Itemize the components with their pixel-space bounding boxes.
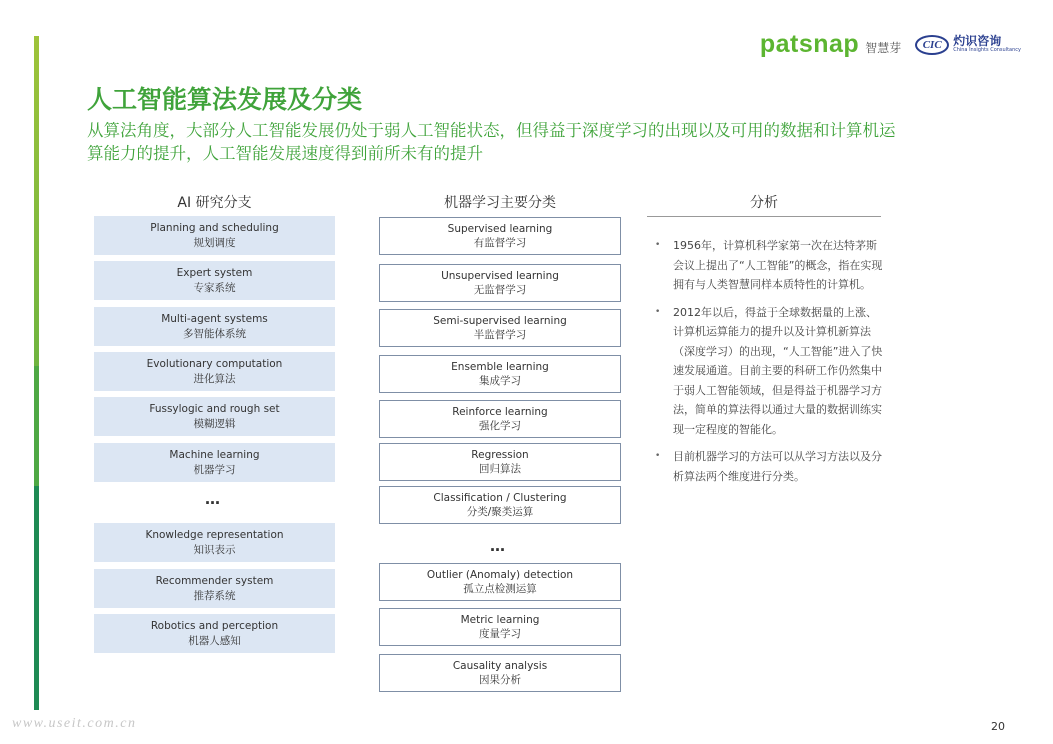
research-branch-en: Evolutionary computation [146, 357, 283, 370]
research-column-header: AI 研究分支 [177, 195, 252, 211]
research-branch-box [94, 397, 335, 436]
analysis-point: • 1956年，计算机科学家第一次在达特茅斯会议上提出了“人工智能”的概念，指在实现拥有与人类智慧同样本质特性的计算机。 [655, 236, 883, 295]
ml-category-en: Semi-supervised learning [433, 315, 567, 327]
research-branch-cn: 专家系统 [193, 281, 236, 294]
research-branch-cn: 规划调度 [193, 236, 236, 249]
ml-category-box [379, 355, 621, 393]
ml-category-box [379, 608, 621, 646]
cic-text [953, 35, 1021, 54]
ml-category-box [379, 217, 621, 255]
ml-category-cn: 回归算法 [479, 463, 521, 475]
ml-category-en: Classification / Clustering [433, 492, 567, 504]
ml-category-en: Unsupervised learning [441, 270, 559, 282]
research-branch-box [94, 443, 335, 482]
research-branch-box [94, 614, 335, 653]
accent-bar-bottom [34, 486, 39, 710]
research-branch-en: Expert system [176, 266, 253, 279]
ml-column-header: 机器学习主要分类 [444, 195, 556, 211]
ml-category-box [379, 563, 621, 601]
cic-en-name: China Insights Consultancy [953, 47, 1021, 54]
research-branch-box [94, 352, 335, 391]
analysis-list [655, 236, 883, 494]
ml-category-en: Regression [471, 449, 529, 461]
ml-category-cn: 集成学习 [479, 375, 521, 387]
patsnap-wordmark: patsnap [759, 30, 860, 58]
ml-category-cn: 强化学习 [479, 420, 521, 432]
ml-category-cn: 因果分析 [479, 674, 521, 686]
research-branch-en: Fussylogic and rough set [149, 402, 280, 415]
ml-ellipsis: … [490, 537, 506, 555]
ml-category-box [379, 443, 621, 481]
ml-category-en: Supervised learning [447, 223, 553, 235]
research-branch-en: Planning and scheduling [150, 221, 279, 234]
ml-category-en: Outlier (Anomaly) detection [426, 569, 574, 581]
research-branch-cn: 模糊逻辑 [193, 417, 236, 430]
research-branch-en: Machine learning [169, 448, 260, 461]
research-branch-box [94, 569, 335, 608]
research-branch-cn: 机器学习 [193, 463, 236, 476]
research-branch-cn: 机器人感知 [188, 634, 241, 647]
research-branch-box [94, 523, 335, 562]
ml-category-box [379, 486, 621, 524]
ml-category-cn: 度量学习 [479, 628, 521, 640]
research-branch-en: Recommender system [155, 574, 274, 587]
ml-category-en: Metric learning [460, 614, 540, 626]
ml-category-box [379, 654, 621, 692]
ml-category-en: Causality analysis [452, 660, 548, 672]
cic-cn-name: 灼识咨询 [953, 34, 1002, 49]
ml-category-en: Ensemble learning [451, 361, 549, 373]
ml-category-cn: 分类/聚类运算 [466, 506, 534, 518]
page-title: 人工智能算法发展及分类 [87, 85, 363, 114]
ml-category-box [379, 264, 621, 302]
research-branch-box [94, 307, 335, 346]
research-branch-en: Multi-agent systems [161, 312, 268, 325]
research-branch-cn: 多智能体系统 [183, 327, 246, 340]
ml-category-cn: 无监督学习 [473, 284, 527, 296]
ml-category-box [379, 400, 621, 438]
research-ellipsis: … [205, 490, 221, 508]
accent-bar-middle [34, 366, 39, 486]
research-branch-box [94, 261, 335, 300]
patsnap-cn-name: 智慧芽 [865, 41, 902, 55]
ml-category-cn: 孤立点检测运算 [463, 583, 537, 595]
patsnap-logo [760, 30, 901, 59]
ml-category-box [379, 309, 621, 347]
ml-category-cn: 半监督学习 [473, 329, 527, 341]
header-logos [760, 30, 1021, 59]
ml-category-en: Reinforce learning [452, 406, 548, 418]
analysis-column-header: 分析 [750, 195, 778, 211]
analysis-point: • 目前机器学习的方法可以从学习方法以及分析算法两个维度进行分类。 [655, 447, 883, 486]
analysis-header-divider [647, 216, 881, 217]
ml-category-cn: 有监督学习 [473, 237, 527, 249]
cic-logo [915, 35, 1021, 55]
research-branch-en: Robotics and perception [150, 619, 279, 632]
page-number: 20 [991, 720, 1005, 733]
cic-mark-icon: CIC [915, 35, 949, 55]
research-branch-box [94, 216, 335, 255]
research-branch-en: Knowledge representation [145, 528, 284, 541]
research-branch-cn: 进化算法 [193, 372, 236, 385]
watermark: www.useit.com.cn [12, 716, 137, 731]
page-subtitle: 从算法角度，大部分人工智能发展仍处于弱人工智能状态，但得益于深度学习的出现以及可用的数据和计算机运算能力的提升，人工智能发展速度得到前所未有的提升 [87, 121, 896, 163]
analysis-point: • 2012年以后，得益于全球数据量的上涨、计算机运算能力的提升以及计算机新算法（深度学习）的出现，“人工智能”进入了快速发展通道。目前主要的科研工作仍然集中于弱人工智能领域，但是得益于机器学习方法，简单的算法得以通过大量的数据训练实现一定程度的智能化。 [655, 303, 883, 440]
research-branch-cn: 推荐系统 [193, 589, 236, 602]
accent-bar-top [34, 36, 39, 366]
research-branch-cn: 知识表示 [193, 543, 236, 556]
